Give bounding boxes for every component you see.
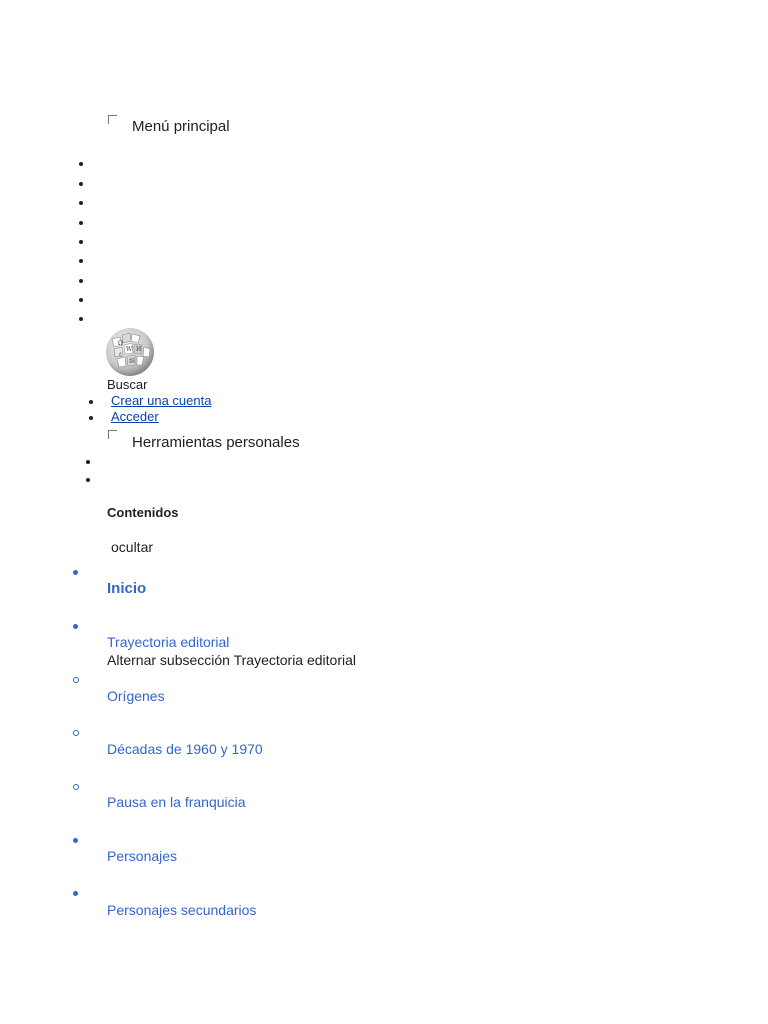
list-item [86, 460, 90, 464]
svg-text:W: W [126, 346, 133, 353]
svg-text:ع: ع [119, 351, 122, 357]
list-item [79, 162, 83, 166]
search-label[interactable]: Buscar [107, 377, 148, 392]
toc-hide-button[interactable]: ocultar [111, 539, 154, 555]
toc-sub-bullet [73, 677, 79, 683]
list-item-bullet [89, 416, 93, 420]
toc-sub-bullet [73, 784, 79, 790]
list-item [79, 259, 83, 263]
list-item [79, 240, 83, 244]
svg-text:Ω: Ω [118, 340, 123, 347]
toc-item-pausa-franquicia[interactable]: Pausa en la franquicia [107, 794, 246, 810]
create-account-link[interactable]: Crear una cuenta [111, 393, 212, 408]
list-item [79, 201, 83, 205]
toc-heading: Contenidos [107, 505, 179, 520]
toc-item-trayectoria-editorial[interactable]: Trayectoria editorial [107, 634, 230, 650]
toc-bullet [73, 570, 78, 575]
toc-item-inicio[interactable]: Inicio [107, 580, 147, 597]
toc-item-personajes-secundarios[interactable]: Personajes secundarios [107, 902, 257, 918]
personal-tools-checkbox[interactable] [108, 430, 117, 439]
toc-toggle-subsection-button[interactable]: Alternar subsección Trayectoria editorial [107, 652, 357, 668]
list-item [79, 279, 83, 283]
svg-text:И: И [136, 346, 142, 353]
login-link[interactable]: Acceder [111, 409, 159, 424]
toc-sub-bullet [73, 730, 79, 736]
toc-bullet [73, 624, 78, 629]
toc-bullet [73, 838, 78, 843]
list-item [79, 182, 83, 186]
list-item [79, 221, 83, 225]
wikipedia-globe-logo[interactable] [104, 327, 156, 377]
toc-item-personajes[interactable]: Personajes [107, 848, 178, 864]
list-item [79, 317, 83, 321]
main-menu-checkbox[interactable] [108, 115, 117, 124]
toc-bullet [73, 891, 78, 896]
list-item [86, 478, 90, 482]
svg-text:維: 維 [129, 358, 136, 365]
toc-item-decadas-1960-1970[interactable]: Décadas de 1960 y 1970 [107, 741, 263, 757]
toc-item-origenes[interactable]: Orígenes [107, 688, 165, 704]
list-item [79, 298, 83, 302]
personal-tools-label[interactable]: Herramientas personales [132, 434, 300, 451]
main-menu-label[interactable]: Menú principal [132, 118, 230, 135]
list-item-bullet [89, 400, 93, 404]
